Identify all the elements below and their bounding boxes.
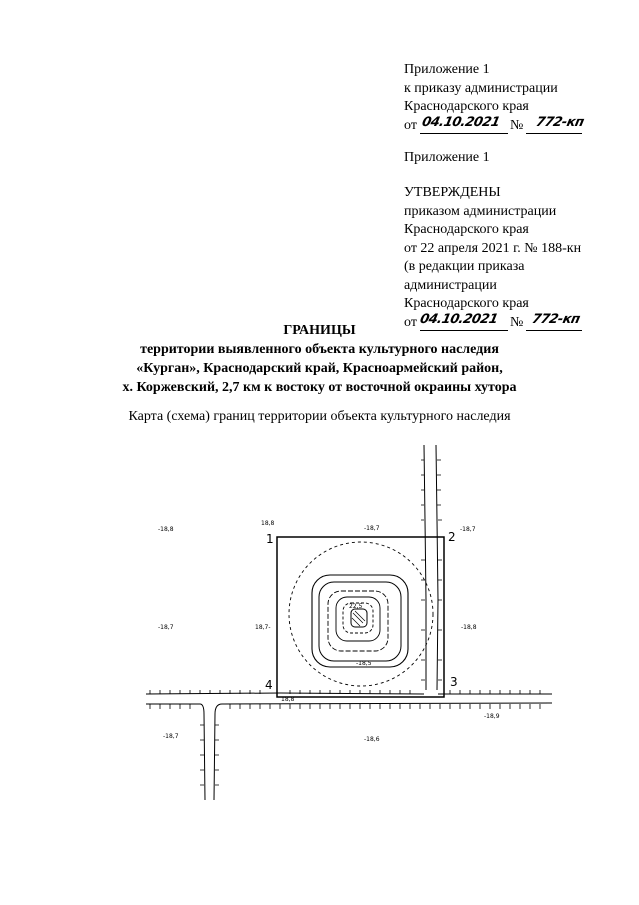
- elevation-label: -18,9: [484, 713, 500, 720]
- title-line: территории выявленного объекта культурного наследия: [140, 342, 499, 357]
- title-main: ГРАНИЦЫ: [283, 323, 356, 338]
- title-line: «Курган», Краснодарский край, Красноармейский район,: [136, 361, 503, 376]
- elevation-label: -18,8: [461, 624, 477, 631]
- contour-peak: [351, 609, 367, 627]
- elevation-label: -18,7: [158, 624, 174, 631]
- handwritten-date: 04.10.2021: [420, 114, 502, 130]
- elevation-label: -18,7: [163, 733, 179, 740]
- ot-label: от: [404, 117, 417, 133]
- elevation-label: -18,8: [158, 526, 174, 533]
- handwritten-date: 04.10.2021: [418, 311, 500, 327]
- approval-line: от 22 апреля 2021 г. № 188-кн: [404, 240, 582, 256]
- ot-label: от: [404, 314, 417, 330]
- elevation-label: 18,8: [261, 520, 275, 527]
- road-vertical-left: [204, 714, 215, 800]
- elevation-label: 18,7-: [255, 624, 271, 631]
- approval-line: приказом администрации: [404, 203, 557, 219]
- handwritten-number: 772-кп: [534, 114, 586, 130]
- corner-label-1: 1: [266, 532, 274, 546]
- approval-line: Краснодарского края: [404, 296, 529, 311]
- appendix-line: Приложение 1: [404, 62, 490, 77]
- corner-label-3: 3: [450, 675, 458, 689]
- elevation-label: 18,8: [281, 696, 295, 703]
- road-horizontal: [146, 693, 552, 694]
- elevation-label: -18,6: [364, 736, 380, 743]
- contour-outer: [312, 575, 408, 667]
- elevation-label: -18,5: [356, 660, 372, 667]
- map-caption: Карта (схема) границ территории объекта культурного наследия: [128, 409, 511, 424]
- num-label: №: [510, 117, 524, 133]
- handwritten-number: 772-кп: [530, 311, 582, 327]
- approval-line: УТВЕРЖДЕНЫ: [404, 185, 501, 200]
- approval-line: администрации: [404, 277, 497, 293]
- approval-line: Краснодарского края: [404, 222, 529, 237]
- corner-label-2: 2: [448, 530, 456, 544]
- num-label: №: [510, 314, 524, 330]
- approval-line: (в редакции приказа: [404, 259, 525, 274]
- territory-boundary: [277, 537, 444, 697]
- corner-label-4: 4: [265, 678, 273, 692]
- elevation-label: -18,7: [364, 525, 380, 532]
- appendix-line: Приложение 1: [404, 150, 490, 165]
- appendix-line: Краснодарского края: [404, 99, 529, 114]
- elevation-label: 22,5: [349, 603, 363, 610]
- elevation-label: -18,7: [460, 526, 476, 533]
- appendix-line: к приказу администрации: [404, 80, 558, 96]
- title-line: х. Коржевский, 2,7 км к востоку от восточной окраины хутора: [122, 380, 517, 395]
- road-vertical-right: [424, 445, 426, 690]
